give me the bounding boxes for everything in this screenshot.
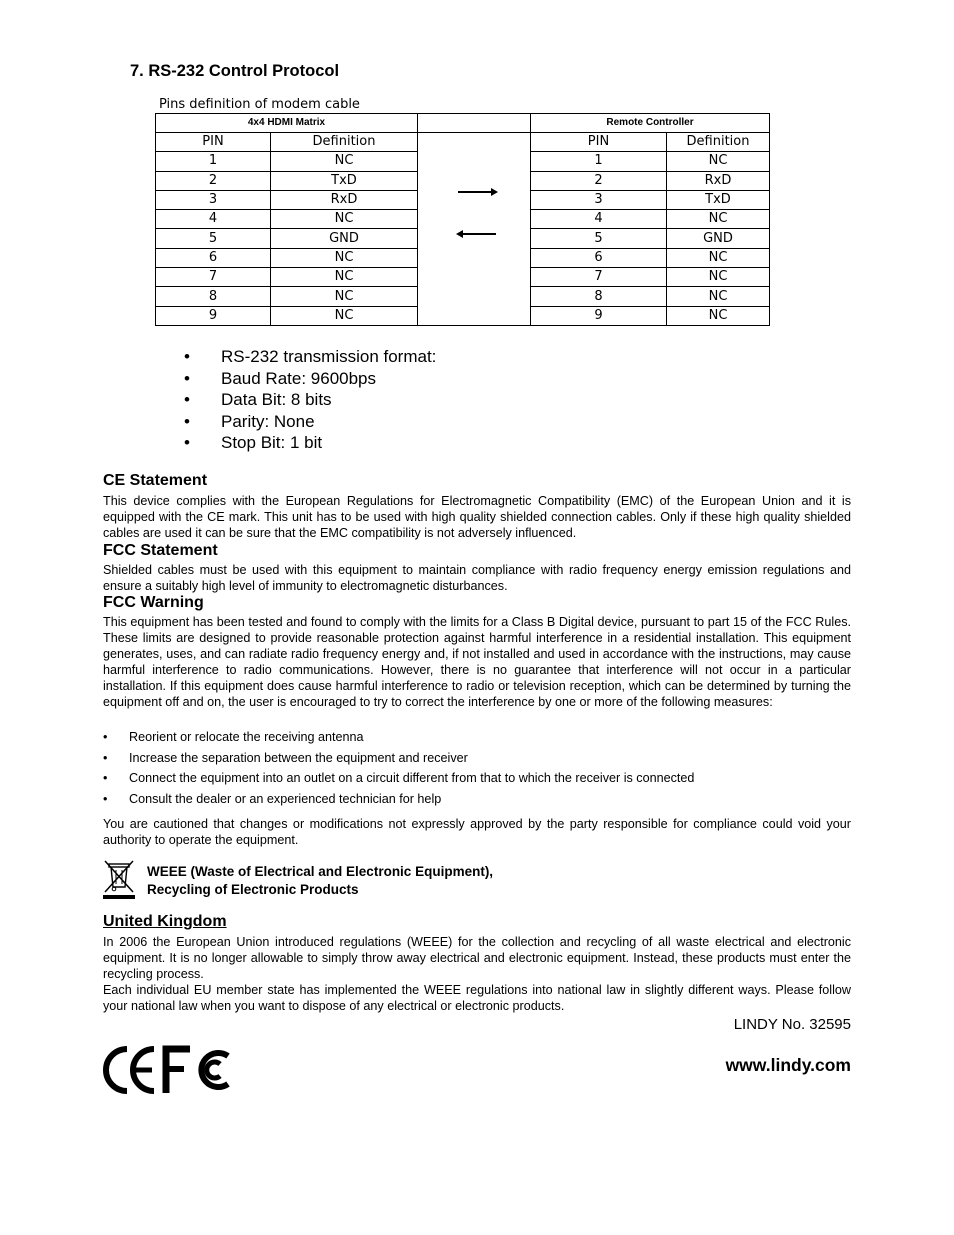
- remote-pin-number-cell: 8: [531, 287, 667, 306]
- pin-definition-cell: NC: [271, 210, 418, 229]
- format-item: [184, 389, 436, 411]
- pin-table-body: [156, 114, 770, 326]
- remote-pin-number-cell: 3: [531, 190, 667, 209]
- measure-item-text: Reorient or relocate the receiving antenna: [129, 730, 364, 744]
- pin-number-cell: 8: [156, 287, 271, 306]
- matrix-title: 4x4 HDMI Matrix: [156, 114, 418, 133]
- remote-pin-number-cell: 1: [531, 152, 667, 171]
- fcc-caution: You are cautioned that changes or modifications not expressly approved by the party responsible for compliance could void your authority to operate the equipment.: [103, 817, 851, 847]
- format-item: [184, 432, 436, 454]
- remote-pin-definition-cell: RxD: [667, 171, 770, 190]
- cable-caption: Pins definition of modem cable: [159, 97, 360, 112]
- weee-heading-line-2: Recycling of Electronic Products: [147, 881, 359, 897]
- section-title: 7. RS-232 Control Protocol: [130, 62, 340, 80]
- website-link[interactable]: www.lindy.com: [725, 1055, 851, 1075]
- pin-definition-cell: NC: [271, 152, 418, 171]
- remote-pin-definition-cell: NC: [667, 210, 770, 229]
- signal-direction-cell: [418, 133, 531, 326]
- pin-number-cell: 5: [156, 229, 271, 248]
- format-item: [184, 346, 436, 368]
- format-item: [184, 368, 436, 390]
- pin-definition-cell: GND: [271, 229, 418, 248]
- bullet-icon: •: [184, 411, 190, 431]
- ce-statement-body: This device complies with the European Regulations for Electromagnetic Compatibility (EMC) of the European Union and it is equipped with the CE mark. This unit has to be used with high quality shielded connection cables. Only if these high quality shielded cables are used it can be sure that the EMC compatibility is not adversely influenced.: [103, 494, 851, 540]
- lindy-part-number: LINDY No. 32595: [733, 1016, 851, 1033]
- weee-heading-line-1: WEEE (Waste of Electrical and Electronic Equipment),: [147, 864, 494, 879]
- column-header-pin: PIN: [531, 133, 667, 152]
- rs232-format-list: [184, 346, 436, 454]
- pin-definition-cell: NC: [271, 287, 418, 306]
- measure-item-text: Increase the separation between the equipment and receiver: [129, 750, 468, 765]
- column-header-pin: PIN: [156, 133, 271, 152]
- remote-pin-number-cell: 4: [531, 210, 667, 229]
- pin-number-cell: 4: [156, 210, 271, 229]
- fcc-warning-body: This equipment has been tested and found to comply with the limits for a Class B Digital device, pursuant to part 15 of the FCC Rules. These limits are designed to provide reasonable protection against harmful interference in a residential installation. This equipment generates, uses, and can radiate radio frequency energy and, if not installed and used in accordance with the instructions, may cause harmful interference to radio communications. However, there is no guarantee that interference will not occur in a particular installation. If this equipment does cause harmful interference to radio or television reception, which can be determined by turning the equipment off and on, the user is encouraged to try to correct the interference by one or more of the following measures:: [103, 615, 851, 709]
- bullet-icon: •: [184, 368, 190, 388]
- measure-item: [103, 770, 694, 791]
- weee-heading: [147, 863, 493, 898]
- pin-definition-cell: NC: [271, 248, 418, 267]
- format-item-text: Data Bit: 8 bits: [221, 390, 332, 409]
- pin-definition-cell: NC: [271, 268, 418, 287]
- header-spacer: [418, 114, 531, 133]
- pin-number-cell: 1: [156, 152, 271, 171]
- fcc-warning-title: FCC Warning: [103, 594, 204, 611]
- fcc-measures-list: [103, 729, 694, 811]
- remote-pin-number-cell: 2: [531, 171, 667, 190]
- remote-pin-number-cell: 5: [531, 229, 667, 248]
- remote-controller-title: Remote Controller: [531, 114, 770, 133]
- format-item-text: RS-232 transmission format:: [221, 347, 437, 366]
- format-item-text: Parity: None: [221, 411, 315, 431]
- remote-pin-definition-cell: GND: [667, 229, 770, 248]
- remote-pin-definition-cell: NC: [667, 287, 770, 306]
- united-kingdom-paragraph-1: In 2006 the European Union introduced regulations (WEEE) for the collection and recycling of all waste electrical and electronic equipment. It is no longer allowable to simply throw away electrical and electronic equipment. Instead, these products must enter the recycling process.: [103, 935, 851, 981]
- compliance-logos: [102, 1044, 238, 1101]
- remote-pin-definition-cell: NC: [667, 268, 770, 287]
- column-header-definition: Definition: [667, 133, 770, 152]
- bullet-icon: •: [184, 390, 190, 409]
- measure-item: [103, 729, 694, 750]
- united-kingdom-title: United Kingdom: [103, 913, 227, 930]
- ce-statement-title: CE Statement: [103, 472, 208, 489]
- remote-pin-number-cell: 6: [531, 248, 667, 267]
- bullet-icon: •: [184, 347, 190, 366]
- remote-pin-definition-cell: TxD: [667, 190, 770, 209]
- pin-definition-cell: RxD: [271, 190, 418, 209]
- bullet-icon: •: [103, 750, 108, 765]
- pin-number-cell: 7: [156, 268, 271, 287]
- column-header-definition: Definition: [271, 133, 418, 152]
- arrow-right-icon: [458, 191, 496, 193]
- bullet-icon: •: [184, 433, 190, 452]
- united-kingdom-paragraph-2: Each individual EU member state has implemented the WEEE regulations into national law in slightly different ways. Please follow your national law when you want to dispose of any electrical or electronic products.: [103, 983, 851, 1013]
- pin-number-cell: 2: [156, 171, 271, 190]
- fcc-statement-body: Shielded cables must be used with this equipment to maintain compliance with radio frequency energy emission regulations and ensure a suitably high level of immunity to electromagnetic disturbances.: [103, 563, 851, 593]
- bullet-icon: •: [103, 791, 108, 806]
- remote-pin-definition-cell: NC: [667, 248, 770, 267]
- crossed-out-wheelie-bin-icon: [103, 859, 135, 899]
- remote-pin-number-cell: 9: [531, 306, 667, 325]
- measure-item: [103, 750, 694, 771]
- pin-definition-table: [155, 113, 770, 326]
- pin-number-cell: 6: [156, 248, 271, 267]
- format-item: [184, 411, 436, 433]
- format-item-text: Baud Rate: 9600bps: [221, 368, 377, 388]
- bullet-icon: •: [103, 771, 108, 786]
- arrow-left-icon: [458, 233, 496, 235]
- pin-number-cell: 9: [156, 306, 271, 325]
- measure-item: [103, 791, 694, 812]
- pin-number-cell: 3: [156, 190, 271, 209]
- remote-pin-definition-cell: NC: [667, 306, 770, 325]
- fcc-statement-title: FCC Statement: [103, 542, 218, 559]
- remote-pin-definition-cell: NC: [667, 152, 770, 171]
- measure-item-text: Consult the dealer or an experienced technician for help: [129, 791, 442, 806]
- bullet-icon: •: [103, 730, 108, 744]
- measure-item-text: Connect the equipment into an outlet on a circuit different from that to which the receiver is connected: [129, 771, 695, 786]
- remote-pin-number-cell: 7: [531, 268, 667, 287]
- pin-definition-cell: TxD: [271, 171, 418, 190]
- ce-fcc-logo-icon: [102, 1044, 238, 1096]
- format-item-text: Stop Bit: 1 bit: [221, 433, 323, 452]
- pin-definition-cell: NC: [271, 306, 418, 325]
